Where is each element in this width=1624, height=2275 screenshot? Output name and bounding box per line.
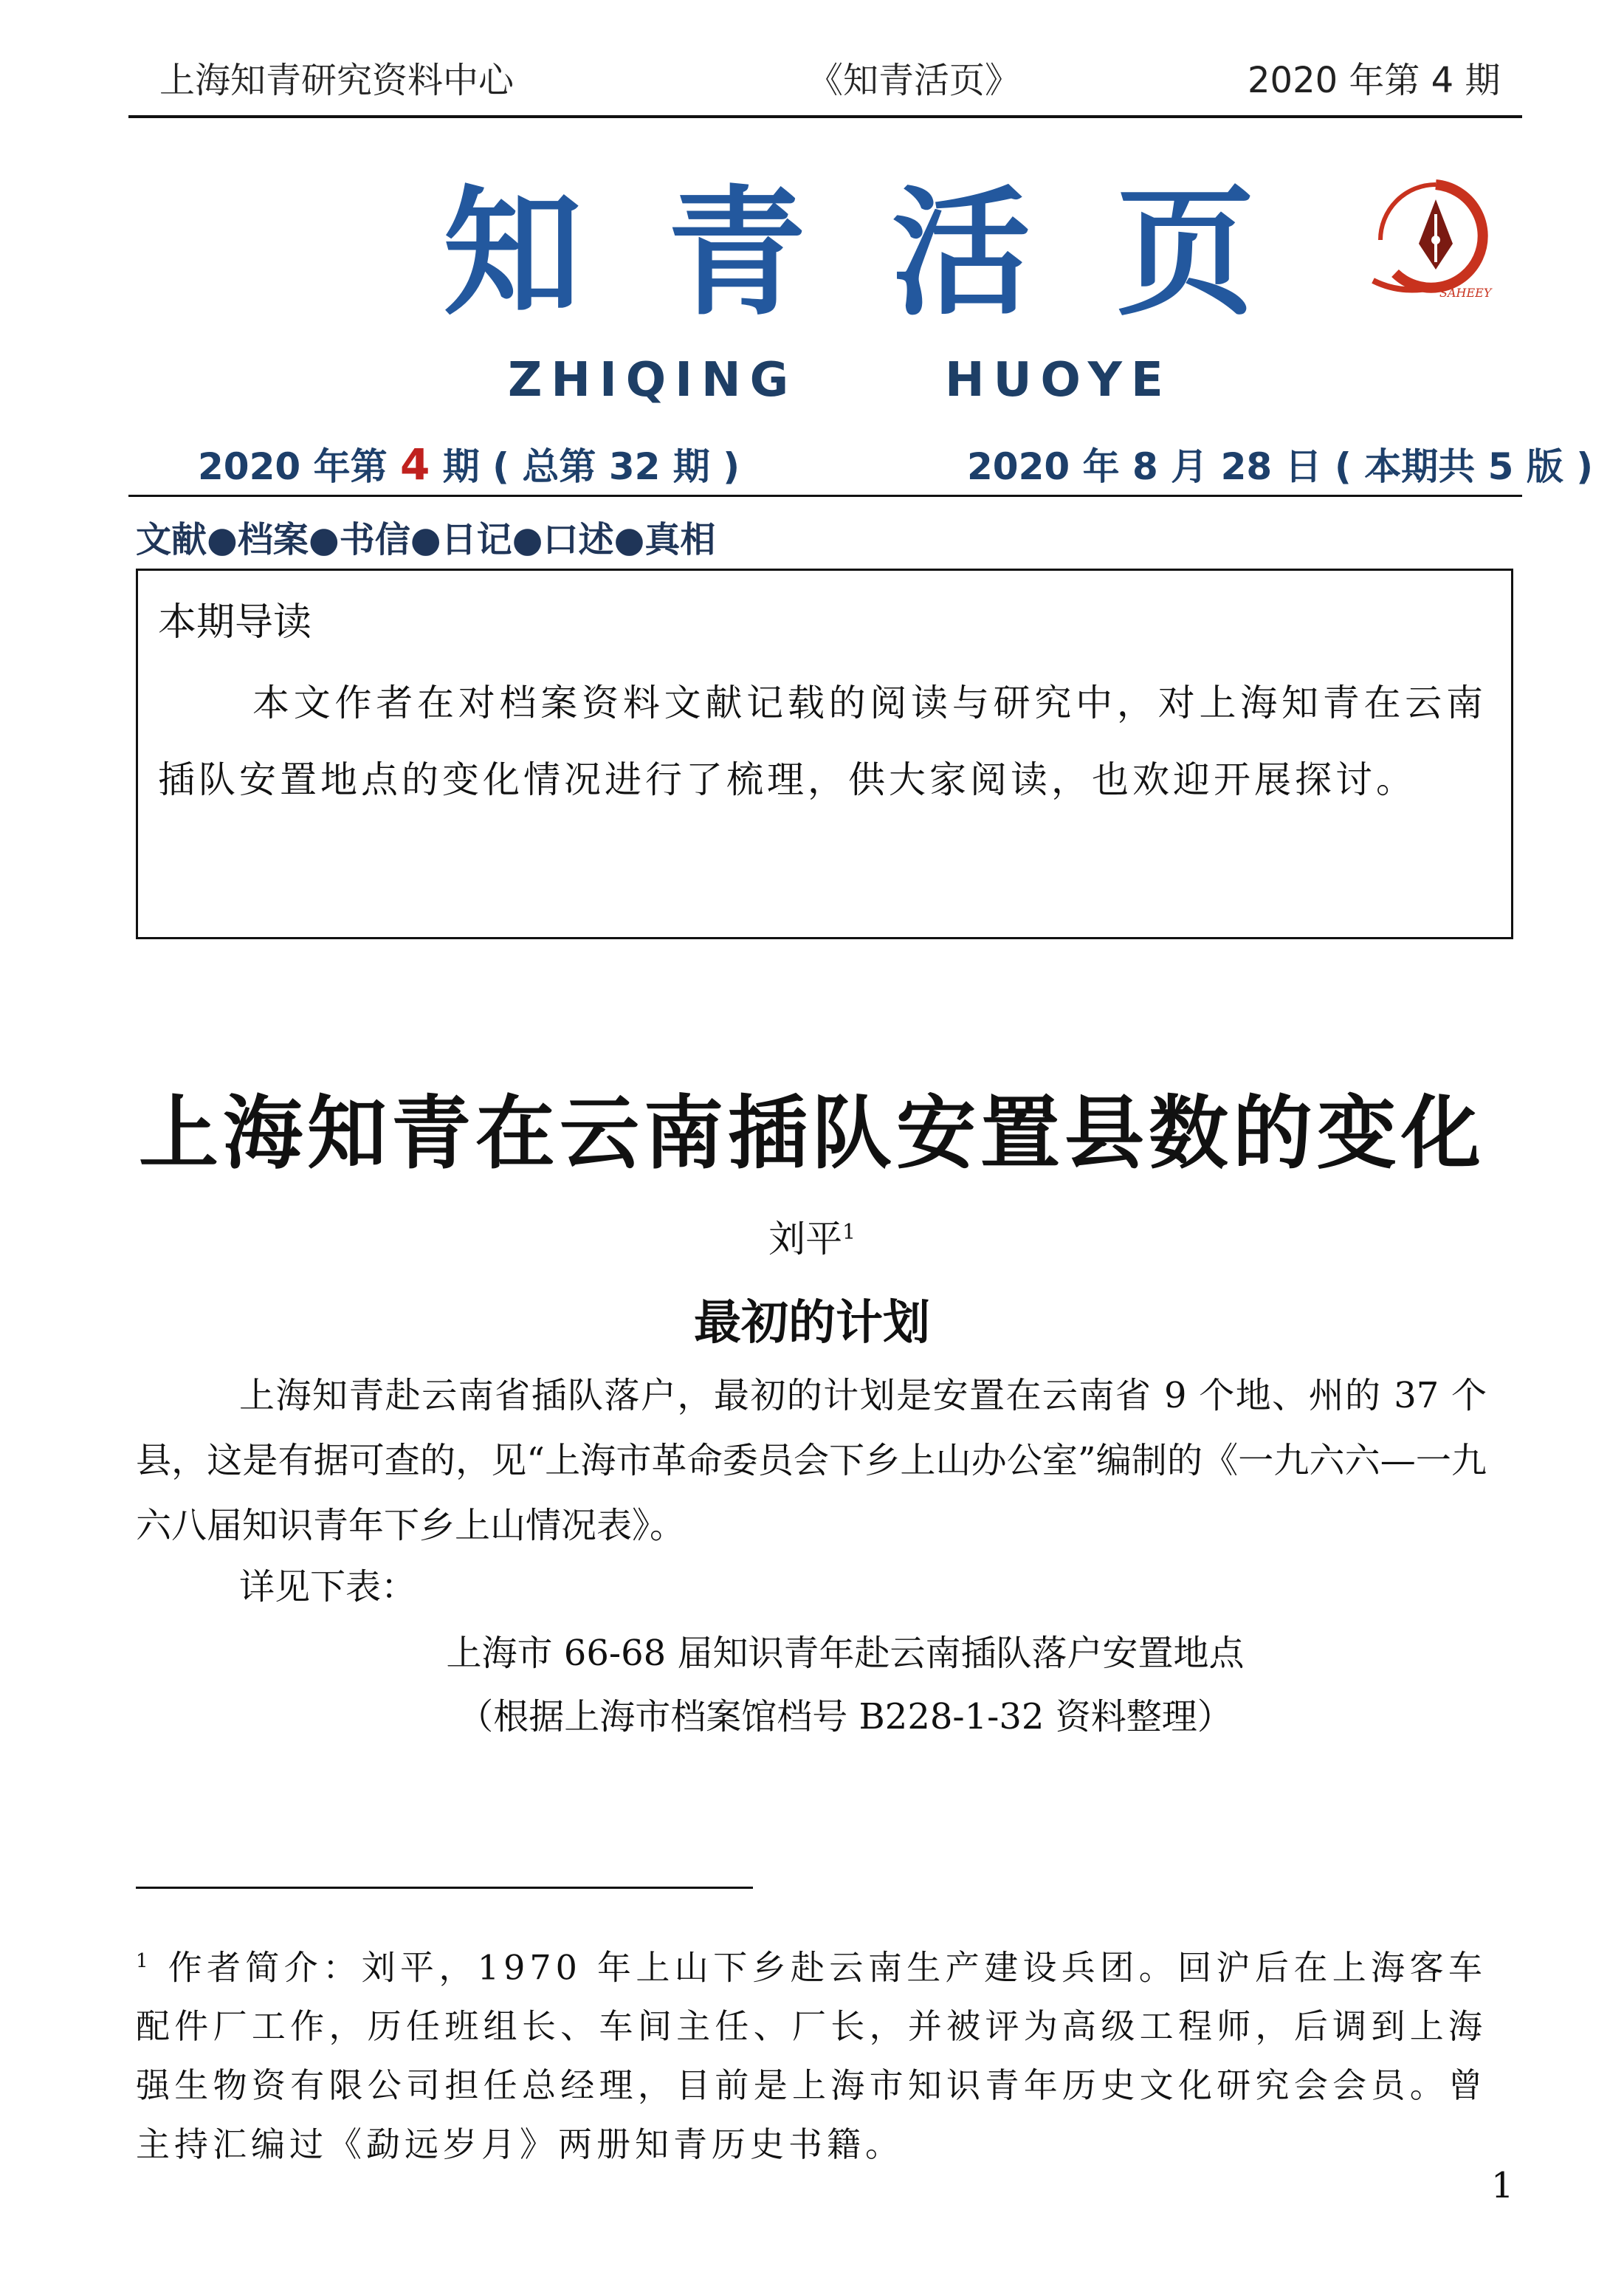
article-author bbox=[0, 1209, 1624, 1263]
masthead-pinyin-right: HUOYE bbox=[945, 353, 1172, 408]
masthead-char: 青 bbox=[667, 173, 806, 334]
footnote-ref[interactable]: 1 bbox=[842, 1219, 856, 1244]
masthead-char: 页 bbox=[1116, 173, 1255, 334]
author-name: 刘平 bbox=[768, 1218, 843, 1260]
page-number: 1 bbox=[1491, 2165, 1514, 2206]
issue-prefix: 2020 年第 bbox=[198, 445, 400, 488]
footnote bbox=[136, 1932, 1487, 2174]
body-paragraph: 上海知青赴云南省插队落户，最初的计划是安置在云南省 9 个地、州的 37 个县，这是有据可查的，见“上海市革命委员会下乡上山办公室”编制的《一九六六—一九六八届知识青年下乡上山情况表》。 bbox=[136, 1375, 1487, 1546]
header-issue: 2020 年第 4 期 bbox=[1248, 60, 1501, 101]
masthead-title bbox=[443, 173, 1255, 334]
footnote-rule bbox=[136, 1887, 753, 1889]
article-title: 上海知青在云南插队安置县数的变化 bbox=[138, 1087, 1485, 1180]
header-rule bbox=[128, 115, 1522, 118]
category-tags: 文献●档案●书信●日记●口述●真相 bbox=[136, 519, 716, 560]
masthead-char: 知 bbox=[443, 173, 582, 334]
footnote-mark: 1 bbox=[136, 1950, 153, 1972]
issue-suffix: 期 ( 总第 32 期 ) bbox=[430, 445, 740, 488]
masthead-pinyin-left: ZHIQING bbox=[508, 353, 798, 408]
header-publication: 《知青活页》 bbox=[808, 60, 1021, 101]
intro-text: 本文作者在对档案资料文献记载的阅读与研究中，对上海知青在云南插队安置地点的变化情况进行了梳理，供大家阅读，也欢迎开展探讨。 bbox=[158, 682, 1487, 801]
issue-number-line bbox=[198, 437, 740, 490]
table-caption-source: （根据上海市档案馆档号 B228-1-32 资料整理） bbox=[458, 1696, 1233, 1737]
footnote-text: 作者简介：刘平，1970 年上山下乡赴云南生产建设兵团。回沪后在上海客车配件厂工作，历任班组长、车间主任、厂长，并被评为高级工程师，后调到上海强生物资有限公司担任总经理，目前是上海市知识青年历史文化研究会会员。曾主持汇编过《勐远岁月》两册知青历史书籍。 bbox=[136, 1947, 1487, 2165]
intro-title: 本期导读 bbox=[158, 600, 312, 645]
logo-text: SAHEEY bbox=[1439, 286, 1492, 300]
issue-number: 4 bbox=[399, 439, 430, 490]
body-see-below: 详见下表： bbox=[239, 1566, 417, 1607]
table-caption: 上海市 66-68 届知识青年赴云南插队落户安置地点 bbox=[446, 1633, 1245, 1674]
issue-date: 2020 年 8 月 28 日 ( 本期共 5 版 ) bbox=[967, 445, 1594, 488]
issue-rule bbox=[128, 495, 1522, 497]
publication-logo-icon bbox=[1366, 170, 1506, 303]
masthead-char: 活 bbox=[892, 173, 1031, 334]
header-org: 上海知青研究资料中心 bbox=[159, 60, 515, 101]
section-title: 最初的计划 bbox=[694, 1296, 930, 1351]
